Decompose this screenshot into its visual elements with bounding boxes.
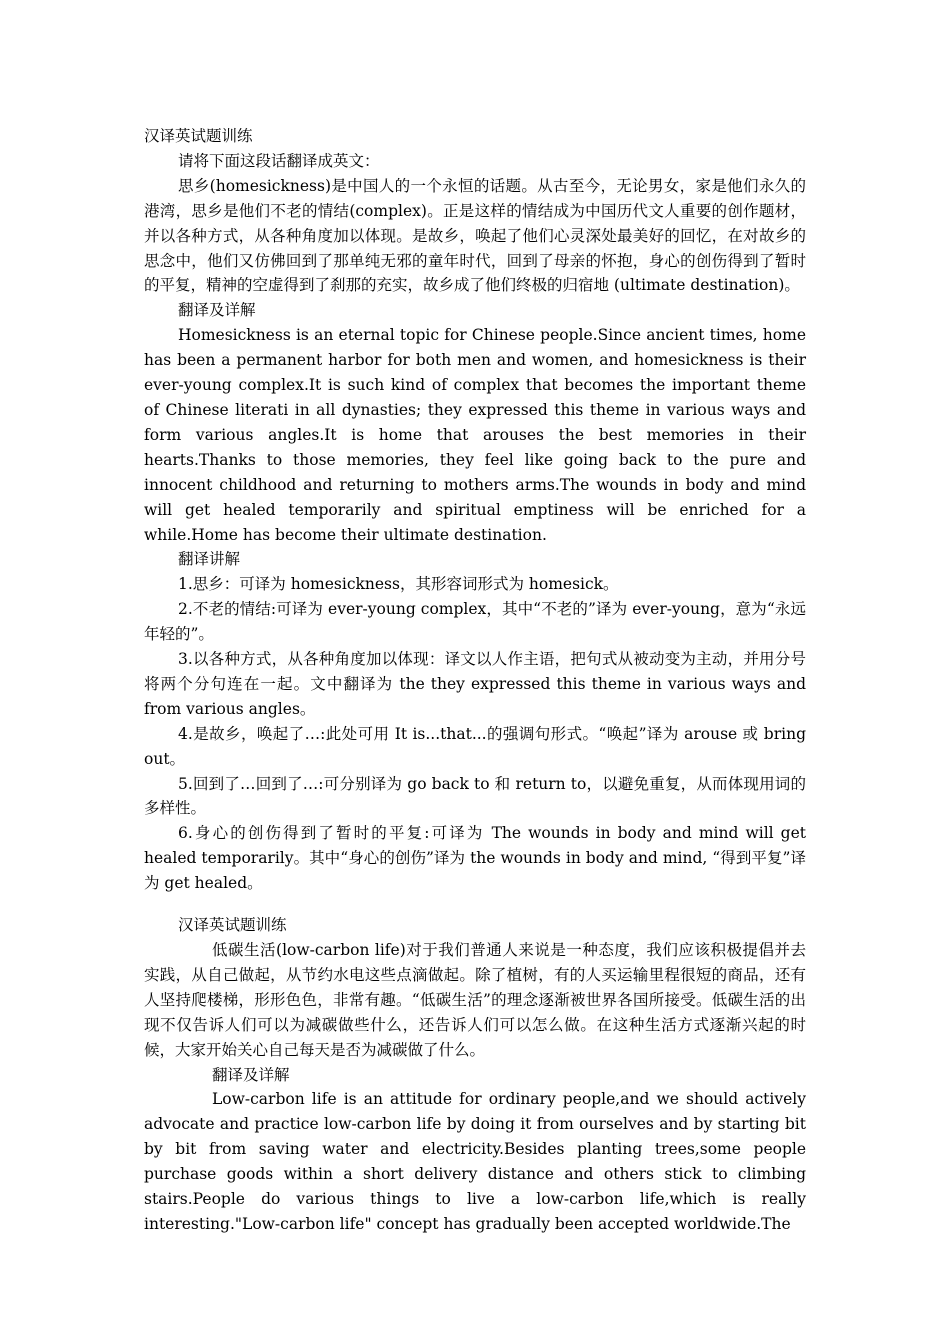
section2-heading: 汉译英试题训练: [178, 916, 287, 935]
note-item: 5.回到了…回到了…:可分别译为 go back to 和 return to，以避免重复，从而体现用词的多样性。: [144, 774, 806, 818]
note-item: 6.身心的创伤得到了暂时的平复:可译为 The wounds in body and mind will get healed temporarily。其中“身心的创伤”译为 the wounds in body and mind, “得到平复”译为 get healed。: [144, 824, 806, 893]
section1-notes-heading: 翻译讲解: [178, 550, 241, 569]
note-item: 4.是故乡，唤起了…:此处可用 It is...that...的强调句形式。“唤起”译为 arouse 或 bring out。: [144, 724, 806, 768]
section-spacer: [144, 896, 806, 913]
section2-source-text: 低碳生活(low-carbon life)对于我们普通人来说是一种态度，我们应该积极提倡并去实践，从自己做起，从节约水电这些点滴做起。除了植树，有的人买运输里程很短的商品，还有人坚持爬楼梯，形形色色，非常有趣。“低碳生活”的理念逐渐被世界各国所接受。低碳生活的出现不仅告诉人们可以为减碳做些什么，还告诉人们可以怎么做。在这种生活方式逐渐兴起的时候，大家开始关心自己每天是否为减碳做了什么。: [144, 941, 806, 1059]
note-item: 2.不老的情结:可译为 ever-young complex，其中“不老的”译为 ever-young，意为“永远年轻的”。: [144, 600, 806, 644]
section2-translation-heading: 翻译及详解: [212, 1065, 290, 1084]
note-item: 3.以各种方式，从各种角度加以体现：译文以人作主语，把句式从被动变为主动，并用分号将两个分句连在一起。文中翻译为 the they expressed this theme in various ways and from various angles。: [144, 650, 806, 718]
section1-translation-text: Homesickness is an eternal topic for Chinese people.Since ancient times, home has been a permanent harbor for both men and women, and homesickness is their ever-young complex.It is such kind of complex that becomes the important theme of Chinese literati in all dynasties; they expressed this theme in various ways and form various angles.It is home that arouses the best memories in their hearts.Thanks to those memories, they feel like going back to the pure and innocent childhood and returning to mothers arms.The wounds in body and mind will get healed temporarily and spiritual emptiness will be enriched for a while.Home has become their ultimate destination.: [144, 326, 806, 544]
section1-source-text: 思乡(homesickness)是中国人的一个永恒的话题。从古至今，无论男女，家是他们永久的港湾，思乡是他们不老的情结(complex)。正是这样的情结成为中国历代文人重要的创作题材，并以各种方式，从各种角度加以体现。是故乡，唤起了他们心灵深处最美好的回忆，在对故乡的思念中，他们又仿佛回到了那单纯无邪的童年时代，回到了母亲的怀抱，身心的创伤得到了暂时的平复，精神的空虚得到了刹那的充实，故乡成了他们终极的归宿地 (ultimate destination)。: [144, 176, 806, 295]
section1-translation-heading: 翻译及详解: [178, 301, 256, 320]
note-item: 1.思乡：可译为 homesickness，其形容词形式为 homesick。: [178, 575, 619, 594]
section2-translation-text: Low-carbon life is an attitude for ordinary people,and we should actively advocate and practice low-carbon life by doing it from ourselves and by starting bit by bit from saving water and electricity.Besides planting trees,some people purchase goods within a short delivery distance and others stick to climbing stairs.People do various things to live a low-carbon life,which is really interesting."Low-carbon life" concept has gradually been accepted worldwide.The: [144, 1090, 806, 1233]
section1-instruction: 请将下面这段话翻译成英文：: [178, 151, 380, 170]
section1-heading: 汉译英试题训练: [144, 127, 253, 145]
document-page: [144, 124, 806, 1237]
